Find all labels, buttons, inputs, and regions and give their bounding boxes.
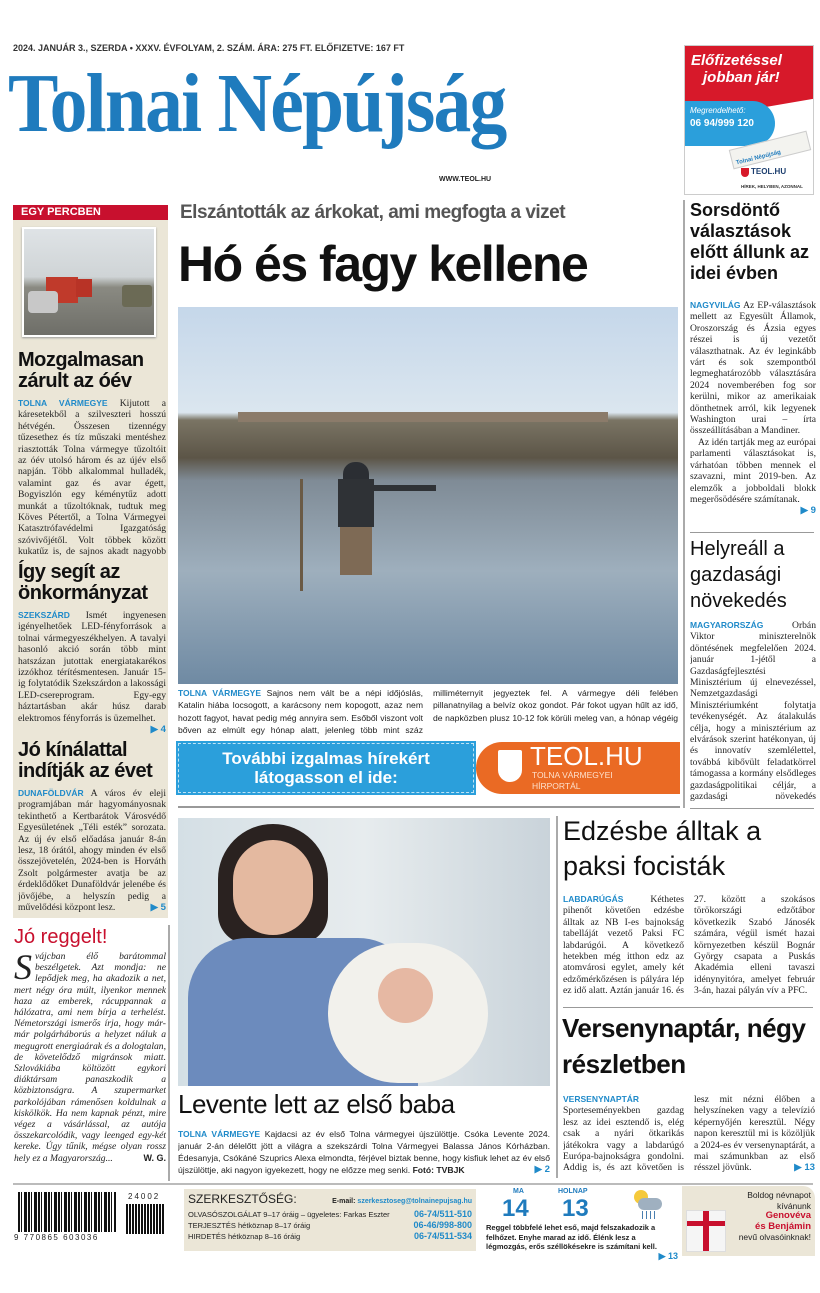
teol-banner-right[interactable] (476, 742, 680, 794)
promo-slogan: HÍREK, HELYBEN, AZONNAL (741, 184, 803, 189)
promo-headline-2: jobban jár! (703, 69, 780, 86)
email-link[interactable]: szerkesztoseg@tolnainepujsag.hu (357, 1198, 472, 1205)
weather-today-temp: 14 (502, 1195, 529, 1222)
teol-banner-left[interactable] (178, 743, 474, 793)
subscription-promo[interactable] (684, 45, 814, 195)
article-body (18, 788, 166, 914)
page-ref[interactable]: ▶ 9 (800, 505, 816, 517)
main-caption (178, 687, 678, 739)
page-ref[interactable]: ▶ 4 (150, 724, 166, 736)
weather-text: Reggel többfelé lehet eső, majd felszakadozik a felhőzet. Enyhe marad az idő. Élénk lesz a légmozgás, erős széllökésekre is számítani kell. (486, 1223, 657, 1251)
shovel-handle (300, 479, 303, 591)
article-body (563, 894, 815, 1004)
banner-text-2: látogasson el ide: (254, 768, 398, 787)
column-author: W. G. (143, 1152, 166, 1163)
nameday-name1: Genovéva (765, 1210, 811, 1221)
drop-cap: S (14, 951, 32, 987)
article-body (178, 1128, 550, 1178)
article-text: Az EP-választások mellett az Egyesült Államok, Oroszország és Ázsia egyes részei is új vezetőt választhatnak. Az év leginkább várt és sok szempontból legmeghatározóbb választására 2024 novemberében fog sor kerülni, mikor az amerikaiak dönthetnek arról, kik legyenek Washington urai – írta összeállításában a Mandiner. (690, 300, 816, 437)
baby-face (378, 968, 433, 1023)
article-kicker: VERSENYNAPTÁR (563, 1094, 640, 1104)
article-kicker: TOLNA VÁRMEGYE (18, 398, 108, 408)
weather-tomorrow-temp: 13 (562, 1195, 589, 1222)
article-text: Sporteseményekben gazdag lesz az idei esztendő is, elég csak a nyári ötkarikás játékokra vagy a labdarúgó Európa-bajnokságra gondolni. Addig is, és azt követően is lesz mit nézni élőben a helyszíneken vagy a televízió képernyőjén keresztül. Négy napon keresztül mi is közöljük a 2024-es év versenynaptárát, a mai számunkban az első résszel jövünk. (563, 1094, 815, 1174)
banner-brand: TEOL.HU (530, 741, 643, 771)
nameday-box (682, 1186, 815, 1256)
page-ref[interactable]: ▶ 2 (534, 1164, 550, 1175)
office-title: SZERKESZTŐSÉG: (188, 1192, 297, 1206)
column-text: vájcban élő barátommal beszélgetek. Azt mondja: ne lepődjek meg, ha akadozik a net, mert négy óra múlt, ilyenkor mennek haza az emberek, rácuppannak a hálózatra, ami nem bírja a terhelést. Németországi ismerős írja, hogy már-már polgárháborús a helyzet náluk a megugrott energiaárak és a dologtalan, de követelődző migránsok miatt. Szlovákiába költözött egykori diáktársam panaszkodik a közbiztonságra. A szupermarket parkolójában rámenősen koldulnak a kiskölkök. Ha nem kapnak pénzt, mire végez a vásárlással, az autója összekarcolódik, vagy leenged egy-két kereke. Úgy tűnik, mégse olyan rossz hely ez a Magyarország... (14, 951, 166, 1164)
footer-divider (13, 1183, 813, 1185)
teol-shield-icon (498, 750, 522, 782)
website-label[interactable]: WWW.TEOL.HU (439, 176, 492, 183)
nameday-line2: kívánunk (776, 1200, 811, 1211)
contact-phone[interactable]: 06-74/511-534 (413, 1231, 472, 1241)
article-body (690, 300, 816, 528)
mother-face (233, 840, 313, 935)
email-label: E-mail: (332, 1198, 356, 1205)
article-title[interactable]: Így segít az önkormányzat (18, 561, 148, 604)
weather-forecast (486, 1223, 678, 1261)
article-text: Kijutott a káresetekből a szilveszteri hosszú hétvégén. Összesen tizennégy tűzesethez és tíz műszaki mentéshez riasztották Tolna vármegye tűzoltóit az óév utolsó három és az újév első napján. Több alkalommal hulladék, valamint gaz és avar égett, Bogyiszlón egy kéménytűz adott munkát a tűzoltóknak, tudtuk meg Köves Pétertől, a Tolna Vármegyei Katasztrófavédelmi Igazgatóság szóvivőjétől. Volt többek között kukatűz is, de sajnos akadt nagyobb (18, 398, 166, 558)
promo-phone: 06 94/999 120 (690, 118, 754, 129)
contact-label: TERJESZTÉS hétköznap 8–17 óráig (188, 1221, 311, 1230)
flood-field-photo[interactable] (178, 307, 678, 684)
divider (178, 806, 680, 808)
section-label-egy-percben: EGY PERCBEN (13, 205, 168, 220)
promo-mini-masthead: Tolnai Népújság (735, 149, 782, 167)
barcode-addon-bars (126, 1204, 164, 1234)
dateline: 2024. JANUÁR 3., SZERDA • XXXV. ÉVFOLYAM, 2. SZÁM. ÁRA: 275 FT. ELŐFIZETVE: 167 FT (13, 43, 405, 53)
photo-credit: Fotó: TVBJK (412, 1165, 465, 1175)
article-text: A város év eleji programjában már hagyományosnak tekinthető a Kertbarátok Városvédő Egyesületének „Téli esték” sorozata. Az új év első előadása január 8-án lesz, 18 órától, ahogy minden év első összejövetelén, 2024-ben is Horváth Zsolt polgármester avatja be az érdeklődőket Dunaföldvár jelenébe és jövőjébe, a helyszín pedig a művelődési központ lesz. (18, 788, 166, 914)
article-text: Kajdacsi az év első Tolna vármegyei újszülöttje. Csóka Levente 2024. január 2-án délelőtt jött a világra a szekszárdi Tolna Vármegyei Balassa János Kórházban. Édesanyja, Csókáné Szuprics Alexa elmondta, férjével biztak benne, hogy kisfiuk lehet az év első újszülöttje, aki nagyon igyekezett, hogy ne előzze meg senki. (178, 1129, 550, 1175)
farmer-arm (374, 485, 436, 491)
article-title[interactable]: Helyreáll a gazdasági növekedés (690, 538, 787, 612)
banner-sub-1: TOLNA VÁRMEGYEI (532, 770, 613, 780)
article-text: Orbán Viktor miniszterelnök döntésének megfelelően 2024. január 1-jétől a Gazdaságfejlesztési Minisztérium új elnevezéssel, Nemzetgazdasági Minisztériumként folytatja tevékenységét. Az átalakulás célja, hogy a minisztérium az elvárások szerint hatékonyan, új és innovatív szemlélettel, továbbá kibővült feladatkörrel támogassa a kormány elsődleges gazdaságpolitikai céljár, a gazdasági növekedés (690, 620, 816, 803)
column-body (14, 951, 166, 1181)
article-kicker: TOLNA VÁRMEGYE (178, 1129, 261, 1139)
farm-buildings-shape (238, 412, 608, 422)
masthead-logo: Tolnai Népújság (8, 57, 506, 150)
weather-today-label: MA (513, 1188, 524, 1195)
gift-icon (686, 1210, 726, 1252)
car-shape (122, 285, 152, 307)
lower-divider (556, 816, 558, 1178)
divider (563, 1007, 813, 1008)
promo-brand: TEOL.HU (751, 167, 787, 176)
page-ref[interactable] (798, 803, 816, 805)
divider (690, 532, 814, 533)
banner-sub-2: HÍRPORTÁL (532, 781, 581, 791)
article-body (690, 620, 816, 804)
article-body (18, 398, 166, 558)
page-ref[interactable]: ▶ 5 (150, 902, 166, 914)
farmer-legs (340, 527, 372, 575)
nameday-line1: Boldog névnapot (747, 1190, 811, 1200)
article-text: Az idén tartják meg az európai parlamenti választásokat is, várhatóan többen mennek el szavazni, mint 2019-ben. Az elemzők a jobboldali blokk megerősödésére számítanak. (690, 436, 816, 505)
main-headline[interactable]: Hó és fagy kellene (178, 236, 588, 292)
weather-tomorrow-label: HOLNAP (558, 1188, 588, 1195)
page-ref[interactable]: ▶ 13 (658, 1250, 678, 1261)
column-divider (168, 925, 170, 1181)
contact-phone[interactable]: 06-46/998-800 (413, 1220, 472, 1230)
right-column-divider (683, 200, 685, 808)
barcode-main-bars (18, 1192, 116, 1232)
article-body (563, 1094, 815, 1178)
article-title[interactable]: Mozgalmasan zárult az óév (18, 349, 144, 392)
article-kicker: NAGYVILÁG (690, 300, 741, 310)
contact-label: HIRDETÉS hétköznap 8–16 óráig (188, 1232, 301, 1241)
main-kicker-headline: Elszántották az árkokat, ami megfogta a vizet (180, 202, 566, 223)
fire-truck-shape (76, 279, 92, 297)
teol-shield-icon (741, 168, 749, 177)
article-kicker: DUNAFÖLDVÁR (18, 788, 84, 798)
promo-order-label: Megrendelhető: (690, 106, 746, 115)
article-title[interactable]: Edzésbe álltak a paksi focisták (563, 816, 762, 881)
editorial-office-box (184, 1189, 476, 1251)
barcode-addon-number: 24002 (128, 1192, 161, 1201)
contact-phone[interactable]: 06-74/511-510 (413, 1209, 472, 1219)
article-kicker: LABDARÚGÁS (563, 894, 624, 904)
article-title[interactable]: Levente lett az első baba (178, 1089, 455, 1119)
article-text: Kéthetes pihenőt követően edzésbe álltak az NB I-es bajnokság tabelláját vezető Paksi FC labdarúgói. A következő hetekben még itthon edz az atomvárosi egylet, amely két edzőmérkőzésen is pályára lép ez idő alatt. Aztán január 16. és 27. között a szokásos törökországi edzőtábor következik Szabó Jánosék számára, végül ismét hazai környezetben készül Bognár György csapata a Puskás Akadémia elleni tavaszi idénynyitóra, amelyet február 3-án, hazai pályán vív a PFC. (563, 894, 815, 997)
contact-label: OLVASÓSZOLGÁLAT 9–17 óráig – ügyeletes: Farkas Eszter (188, 1210, 390, 1219)
barcode-number: 9 770865 603036 (14, 1233, 99, 1242)
promo-headline-1: Előfizetéssel (691, 52, 782, 69)
nameday-name2: és Benjámin (755, 1220, 811, 1232)
article-title[interactable]: Jó kínálattal indítják az évet (18, 739, 153, 782)
divider (690, 808, 814, 809)
article-title[interactable]: Versenynaptár, négy részletben (562, 1013, 806, 1079)
caption-text: Sajnos nem vált be a népi időjóslás, Katalin hiába locsogott, a karácsony nem kopogott, azaz nem hozott fagyot, havat pedig még annyira sem. Esőből viszont volt bőven az elmúlt egy hónap alatt, jelenleg több mint száz milliméternyit jegyeztek fel. A vármegye déli felében pillanatnyilag a belvíz okoz gondot. Pár fokot ugyan hűlt az idő, de napközben plusz 10-12 fok körüli meleg van, a hónap végéig (178, 688, 678, 736)
article-kicker: SZEKSZÁRD (18, 610, 70, 620)
banner-text-1: További izgalmas hírekért (222, 749, 430, 768)
column-title: Jó reggelt! (14, 926, 108, 948)
article-kicker: MAGYARORSZÁG (690, 620, 764, 630)
farmer-body (338, 479, 374, 527)
car-shape (28, 291, 58, 313)
nameday-line3: nevű olvasóinknak! (738, 1232, 811, 1242)
accident-photo[interactable] (22, 227, 156, 337)
caption-kicker: TOLNA VÁRMEGYE (178, 688, 262, 698)
article-body (18, 610, 166, 736)
page-ref[interactable]: ▶ 13 (794, 1162, 815, 1174)
newborn-photo[interactable] (178, 818, 550, 1086)
barcode (14, 1192, 164, 1244)
article-title[interactable]: Sorsdöntő választások előtt állunk az idei évben (690, 200, 810, 283)
sun-cloud-rain-icon (632, 1190, 662, 1220)
article-text: Ismét ingyenesen igényelhetőek LED-fényforrások a tolnai vármegyeszékhelyen. A tavalyi hasonló akció során több mint hatszázan jutottak energiatakarékos izzókhoz térítésmentesen. Január 15-ig folytatódik Szekszárdon a lakossági LED-csereprogram. Egy-egy háztartásban akár húsz darab elektromos fényforrás is üzemelhet. (18, 610, 166, 724)
